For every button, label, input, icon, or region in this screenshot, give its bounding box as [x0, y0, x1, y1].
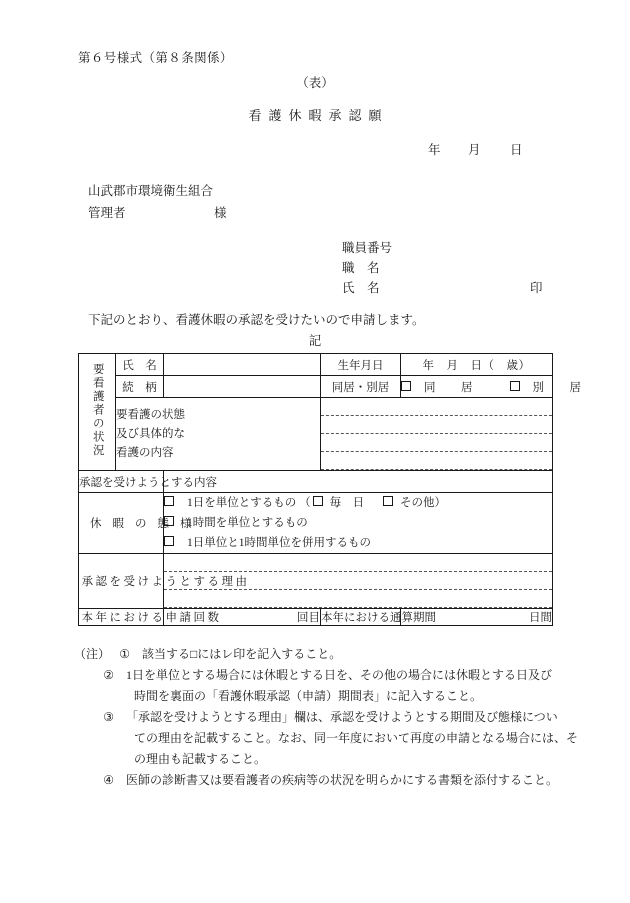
note-mark-4: ④	[103, 773, 114, 787]
ki-marker: 記	[308, 334, 322, 348]
leave-option-1-sub-a: 毎 日	[329, 497, 365, 509]
statement-text: 下記のとおり、看護休暇の承認を受けたいので申請します。	[88, 313, 425, 327]
note-mark-3: ③	[103, 710, 114, 724]
relation-input[interactable]	[164, 376, 321, 398]
note-item	[74, 644, 584, 665]
write-line	[164, 590, 552, 608]
form-number: 第６号様式（第８条関係）	[78, 51, 233, 65]
write-line	[321, 416, 552, 434]
condition-label-cell	[116, 398, 321, 471]
table-row-reason	[79, 554, 553, 609]
note-item	[74, 770, 584, 791]
table-row-counts	[79, 609, 553, 626]
note-text-1: 該当する□にはレ印を記入すること。	[142, 647, 342, 661]
table-row-name	[79, 354, 553, 376]
dob-label: 生年月日	[321, 354, 401, 376]
reason-label: 承認を受けようとする理由	[79, 554, 164, 609]
checkbox-leave-everyday[interactable]	[313, 496, 323, 506]
notes-section	[74, 644, 584, 791]
leave-option-1-open: （	[299, 497, 311, 509]
date-day-label: 日	[510, 143, 524, 157]
condition-label-line1: 要看護の状態	[116, 408, 185, 421]
write-line	[321, 434, 552, 452]
leave-option-1-sub-b: その他）	[400, 497, 446, 509]
applicant-name-label: 氏 名	[342, 281, 380, 295]
approval-content-label: 承認を受けようとする内容	[79, 471, 164, 493]
note-item	[74, 665, 584, 707]
leave-option-1	[164, 493, 552, 513]
relation-label: 続 柄	[116, 376, 164, 398]
note-text-3-line1: 「承認を受けようとする理由」欄は、承認を受けようとする期間及び態様につい	[126, 710, 558, 724]
leave-option-2	[164, 513, 552, 533]
table-row-condition	[79, 398, 553, 471]
applicant-name-row	[342, 278, 394, 298]
table-row-leave-form	[79, 493, 553, 554]
write-line	[321, 398, 552, 416]
recipient-name-input[interactable]	[164, 354, 321, 376]
checkbox-cohabit-together[interactable]	[401, 381, 411, 391]
checkbox-cohabit-separate[interactable]	[510, 381, 520, 391]
employee-number-row	[342, 238, 394, 258]
leave-option-3	[164, 533, 552, 553]
page-title: 看護休暇承認願	[248, 108, 389, 123]
date-line	[428, 140, 523, 158]
applicant-block	[342, 238, 394, 298]
side-marker: （表）	[296, 76, 334, 90]
notes-prefix: （注）	[74, 647, 111, 661]
checkbox-leave-other[interactable]	[383, 496, 393, 506]
application-table	[78, 353, 588, 626]
note-mark-2: ②	[103, 668, 114, 682]
leave-option-1-label: 1日を単位とするもの	[187, 497, 297, 509]
cohabit-together-label: 同 居	[424, 381, 480, 394]
approval-content-input[interactable]	[164, 471, 553, 493]
dob-input[interactable]: 年 月 日（ 歳）	[401, 354, 553, 376]
note-text-4: 医師の診断書又は要看護者の疾病等の状況を明らかにする書類を添付すること。	[126, 773, 559, 787]
leave-form-label: 休暇の態様	[79, 493, 164, 554]
job-title-row	[342, 258, 394, 278]
note-item	[74, 707, 584, 770]
note-mark-1: ①	[119, 647, 130, 661]
total-input[interactable]: 日間	[401, 609, 553, 626]
addressee-honorific: 様	[214, 206, 227, 220]
note-text-2-line1: 1日を単位とする場合には休暇とする日を、その他の場合には休暇とする日及び	[126, 668, 553, 682]
table-row-relation	[79, 376, 553, 398]
note-text-2-line2: 時間を裏面の「看護休暇承認（申請）期間表」に記入すること。	[134, 689, 483, 703]
checkbox-leave-hourly[interactable]	[164, 516, 174, 526]
date-year-label: 年	[428, 143, 442, 157]
care-recipient-label: 要看護者の状況	[91, 363, 104, 458]
table-row-approval-content	[79, 471, 553, 493]
care-recipient-label-cell	[79, 354, 116, 471]
cohabit-options	[401, 376, 588, 398]
checkbox-leave-daily[interactable]	[164, 496, 174, 506]
count-label: 本年における申請回数	[79, 609, 164, 626]
addressee-role: 管理者	[88, 206, 126, 220]
cohabit-separate-label: 別 居	[532, 381, 588, 394]
condition-label-line2: 及び具体的な	[116, 427, 185, 440]
recipient-name-label: 氏 名	[116, 354, 164, 376]
checkbox-leave-combined[interactable]	[164, 536, 174, 546]
count-input[interactable]: 回目	[164, 609, 321, 626]
note-text-3-line2: ての理由を記載すること。なお、同一年度において再度の申請となる場合には、そ	[134, 731, 579, 745]
seal-label: 印	[530, 281, 543, 295]
cohabit-label: 同居・別居	[321, 376, 401, 398]
write-line	[164, 554, 552, 572]
write-line	[321, 452, 552, 470]
leave-form-options	[164, 493, 553, 554]
total-label: 本年における通算期間	[321, 609, 401, 626]
job-title-label: 職 名	[342, 261, 380, 275]
leave-option-3-label: 1日単位と1時間単位を併用するもの	[187, 537, 371, 549]
leave-option-2-label: 1時間を単位とするもの	[187, 517, 308, 529]
condition-input[interactable]	[321, 398, 553, 471]
condition-label-line3: 看護の内容	[116, 446, 174, 459]
employee-number-label: 職員番号	[342, 241, 393, 255]
date-month-label: 月	[468, 143, 482, 157]
note-text-3-line3: の理由も記載すること。	[134, 752, 267, 766]
addressee-organization: 山武郡市環境衛生組合	[88, 184, 214, 198]
